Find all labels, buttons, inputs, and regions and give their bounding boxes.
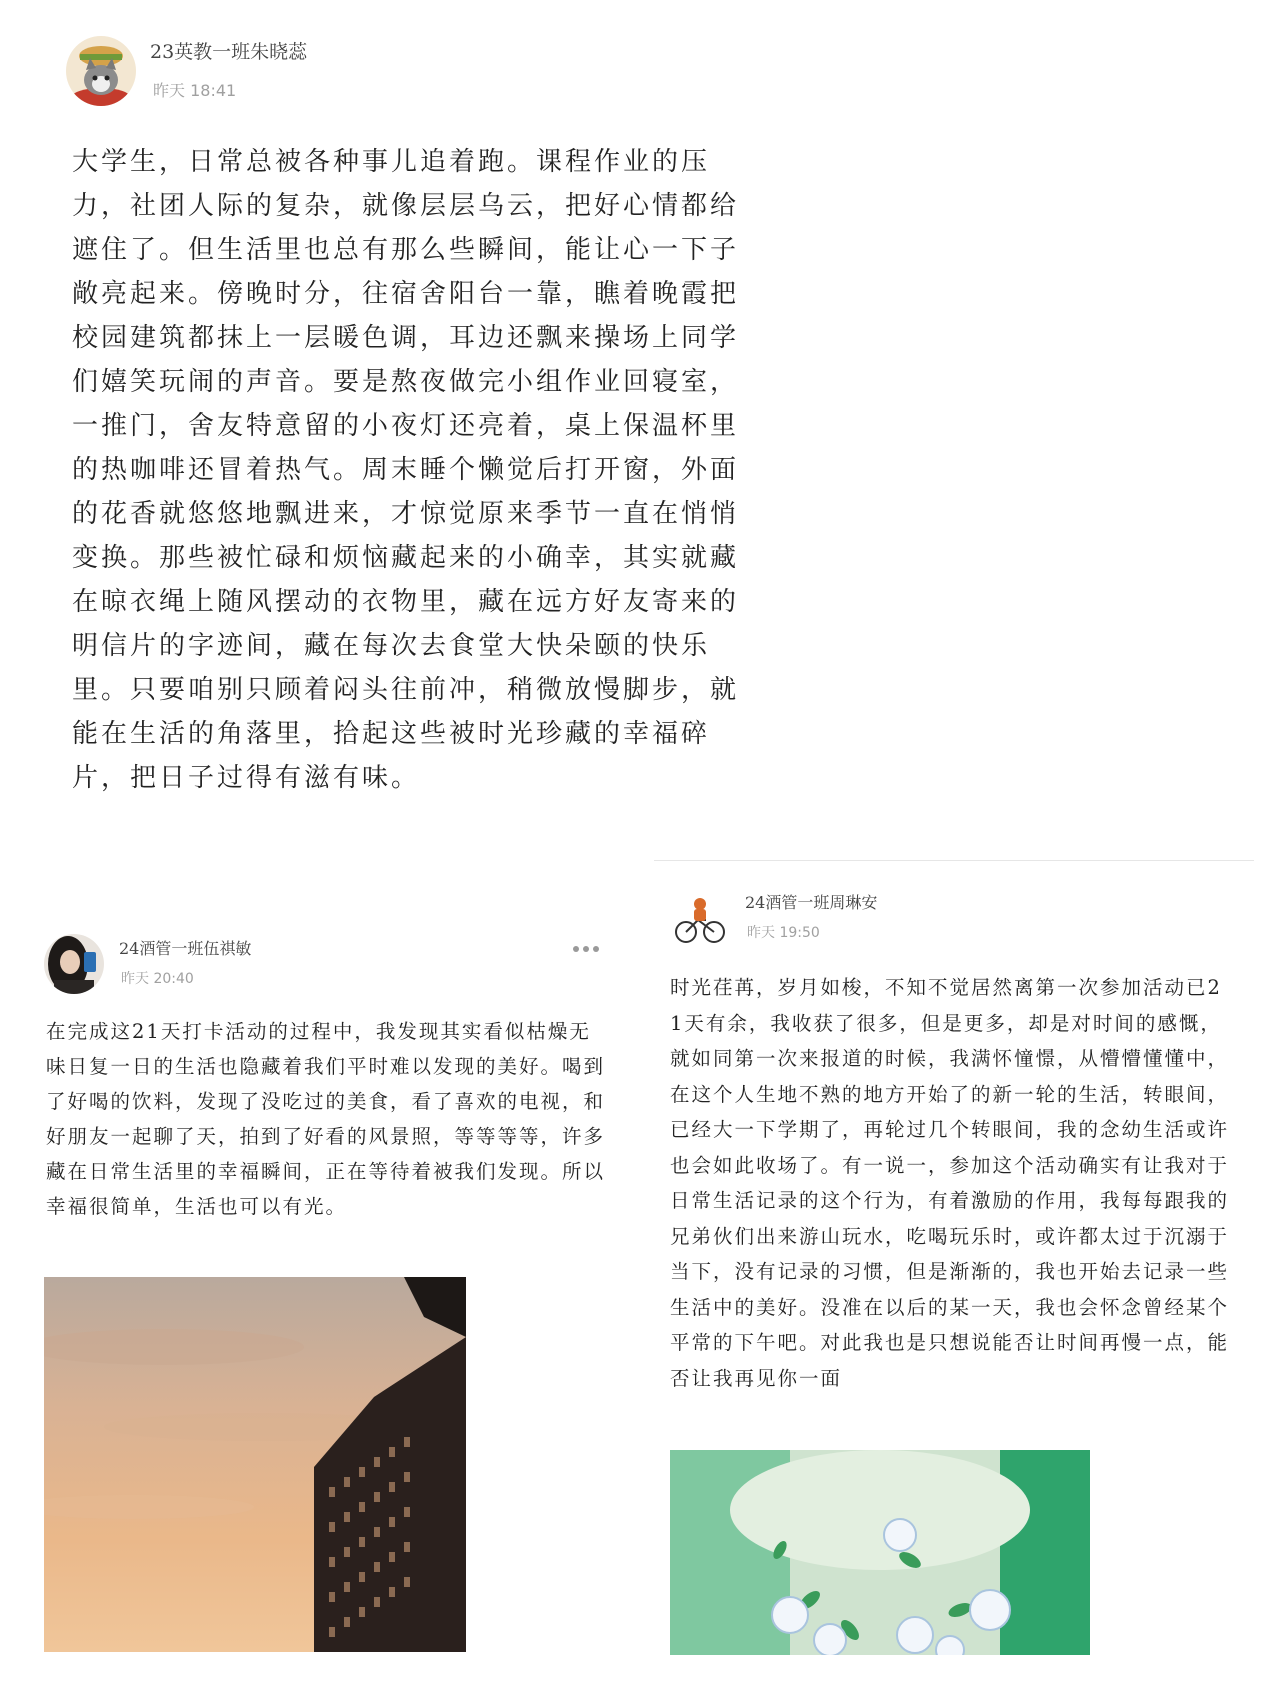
divider xyxy=(654,860,1254,861)
author-name[interactable]: 23英教一班朱晓蕊 xyxy=(150,41,308,63)
post-time: 昨天 20:40 xyxy=(121,971,194,987)
more-dots-icon xyxy=(573,946,579,952)
girl-avatar-icon xyxy=(44,934,104,994)
post-time: 昨天 18:41 xyxy=(153,81,237,100)
post-photo-sunset-building[interactable] xyxy=(44,1277,466,1652)
avatar[interactable] xyxy=(66,36,136,106)
avatar[interactable] xyxy=(670,890,730,950)
avatar[interactable] xyxy=(44,934,104,994)
author-name[interactable]: 24酒管一班周琳安 xyxy=(745,893,878,912)
more-dots-icon xyxy=(583,946,589,952)
clay-flowers-photo xyxy=(670,1450,1090,1655)
author-name[interactable]: 24酒管一班伍祺敏 xyxy=(119,939,252,958)
post-time: 昨天 19:50 xyxy=(747,925,820,941)
post-body: 大学生，日常总被各种事儿追着跑。课程作业的压力，社团人际的复杂，就像层层乌云，把好心情都给遮住了。但生活里也总有那么些瞬间，能让心一下子敞亮起来。傍晚时分，往宿舍阳台一靠，瞧着晚霞把校园建筑都抹上一层暖色调，耳边还飘来操场上同学们嬉笑玩闹的声音。要是熬夜做完小组作业回寝室，一推门，舍友特意留的小夜灯还亮着，桌上保温杯里的热咖啡还冒着热气。周末睡个懒觉后打开窗，外面的花香就悠悠地飘进来，才惊觉原来季节一直在悄悄变换。那些被忙碌和烦恼藏起来的小确幸，其实就藏在晾衣绳上随风摆动的衣物里，藏在远方好友寄来的明信片的字迹间，藏在每次去食堂大快朵颐的快乐里。只要咱别只顾着闷头往前冲，稍微放慢脚步，就能在生活的角落里，拾起这些被时光珍藏的幸福碎片，把日子过得有滋有味。 xyxy=(72,147,740,793)
more-dots-icon xyxy=(593,946,599,952)
post-photo-clay-flowers[interactable] xyxy=(670,1450,1090,1655)
sunset-photo xyxy=(44,1277,466,1652)
cyclist-avatar-icon xyxy=(670,890,730,950)
cat-avatar-icon xyxy=(66,36,136,106)
post-body: 在完成这21天打卡活动的过程中，我发现其实看似枯燥无味日复一日的生活也隐藏着我们平时难以发现的美好。喝到了好喝的饮料，发现了没吃过的美食，看了喜欢的电视，和好朋友一起聊了天，拍到了好看的风景照，等等等等，许多藏在日常生活里的幸福瞬间，正在等待着被我们发现。所以幸福很简单，生活也可以有光。 xyxy=(46,1020,606,1218)
post-body: 时光荏苒，岁月如梭，不知不觉居然离第一次参加活动已21天有余，我收获了很多，但是更多，却是对时间的感慨，就如同第一次来报道的时候，我满怀憧憬，从懵懵懂懂中，在这个人生地不熟的地方开始了的新一轮的生活，转眼间，已经大一下学期了，再轮过几个转眼间，我的念幼生活或许也会如此收场了。有一说一，参加这个活动确实有让我对于日常生活记录的这个行为，有着激励的作用，我每每跟我的兄弟伙们出来游山玩水，吃喝玩乐时，或许都太过于沉溺于当下，没有记录的习惯，但是渐渐的，我也开始去记录一些生活中的美好。没准在以后的某一天，我也会怀念曾经某个平常的下午吧。对此我也是只想说能否让时间再慢一点，能否让我再见你一面 xyxy=(670,976,1230,1390)
more-options-button[interactable] xyxy=(573,946,599,952)
